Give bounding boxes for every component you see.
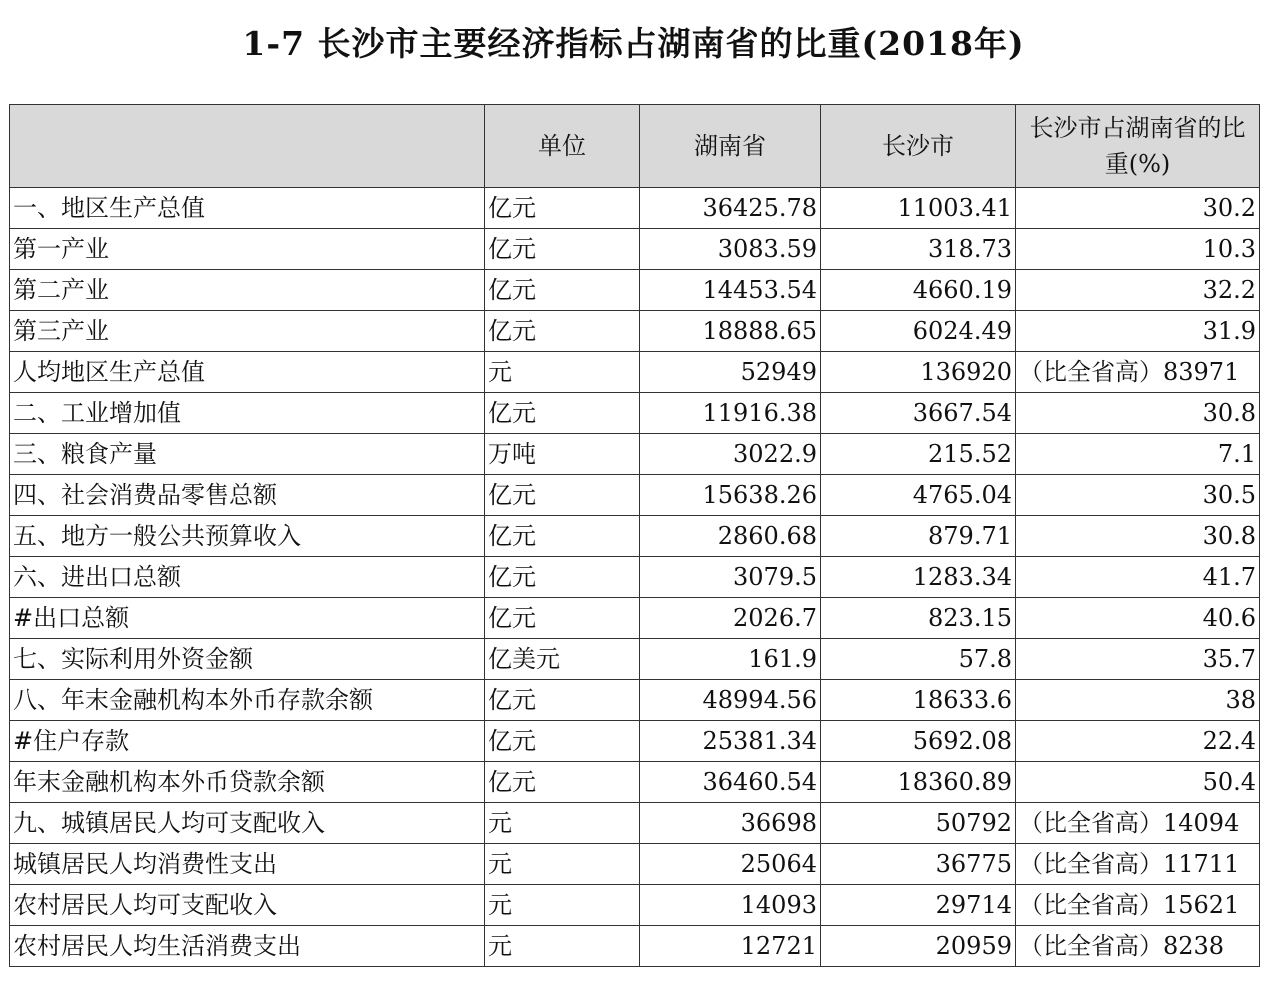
unit-cell: 亿元 (485, 393, 640, 434)
ratio-value: 30.8 (1016, 393, 1260, 434)
changsha-value: 20959 (821, 926, 1016, 967)
unit-cell: 元 (485, 885, 640, 926)
unit-cell: 元 (485, 844, 640, 885)
indicator-name: 四、社会消费品零售总额 (10, 475, 485, 516)
unit-cell: 亿元 (485, 557, 640, 598)
hunan-value: 12721 (640, 926, 821, 967)
indicator-name: 八、年末金融机构本外币存款余额 (10, 680, 485, 721)
changsha-value: 318.73 (821, 229, 1016, 270)
unit-cell: 万吨 (485, 434, 640, 475)
table-row (10, 803, 1260, 844)
hunan-value: 15638.26 (640, 475, 821, 516)
table-row (10, 680, 1260, 721)
changsha-value: 5692.08 (821, 721, 1016, 762)
table-row (10, 516, 1260, 557)
unit-cell: 元 (485, 803, 640, 844)
table-row (10, 598, 1260, 639)
unit-cell: 亿元 (485, 475, 640, 516)
ratio-value: （比全省高）8238 (1016, 926, 1260, 967)
ratio-value: （比全省高）83971 (1016, 352, 1260, 393)
hunan-value: 161.9 (640, 639, 821, 680)
table-row (10, 311, 1260, 352)
changsha-value: 136920 (821, 352, 1016, 393)
hunan-value: 14453.54 (640, 270, 821, 311)
indicator-name: 农村居民人均生活消费支出 (10, 926, 485, 967)
hunan-value: 14093 (640, 885, 821, 926)
indicator-name: #住户存款 (10, 721, 485, 762)
table-row (10, 639, 1260, 680)
header-changsha: 长沙市 (821, 105, 1016, 188)
unit-cell: 亿元 (485, 762, 640, 803)
indicator-name: 五、地方一般公共预算收入 (10, 516, 485, 557)
hunan-value: 2860.68 (640, 516, 821, 557)
indicator-name: 第一产业 (10, 229, 485, 270)
changsha-value: 3667.54 (821, 393, 1016, 434)
ratio-value: 7.1 (1016, 434, 1260, 475)
changsha-value: 4660.19 (821, 270, 1016, 311)
hunan-value: 3083.59 (640, 229, 821, 270)
unit-cell: 亿美元 (485, 639, 640, 680)
header-indicator (10, 105, 485, 188)
table-row (10, 926, 1260, 967)
ratio-value: 30.8 (1016, 516, 1260, 557)
unit-cell: 亿元 (485, 516, 640, 557)
changsha-value: 4765.04 (821, 475, 1016, 516)
indicator-name: 第三产业 (10, 311, 485, 352)
table-body (10, 188, 1260, 967)
unit-cell: 亿元 (485, 680, 640, 721)
table-row (10, 475, 1260, 516)
table-row (10, 721, 1260, 762)
unit-cell: 亿元 (485, 721, 640, 762)
unit-cell: 亿元 (485, 311, 640, 352)
page-title: 1-7 长沙市主要经济指标占湖南省的比重(2018年) (242, 24, 1025, 63)
changsha-value: 29714 (821, 885, 1016, 926)
table-row (10, 352, 1260, 393)
header-unit: 单位 (485, 105, 640, 188)
changsha-value: 823.15 (821, 598, 1016, 639)
changsha-value: 1283.34 (821, 557, 1016, 598)
unit-cell: 亿元 (485, 188, 640, 229)
unit-cell: 亿元 (485, 229, 640, 270)
ratio-value: （比全省高）11711 (1016, 844, 1260, 885)
changsha-value: 879.71 (821, 516, 1016, 557)
ratio-value: 30.2 (1016, 188, 1260, 229)
hunan-value: 18888.65 (640, 311, 821, 352)
hunan-value: 2026.7 (640, 598, 821, 639)
changsha-value: 57.8 (821, 639, 1016, 680)
ratio-value: 30.5 (1016, 475, 1260, 516)
indicator-name: 六、进出口总额 (10, 557, 485, 598)
ratio-value: 32.2 (1016, 270, 1260, 311)
ratio-value: （比全省高）15621 (1016, 885, 1260, 926)
changsha-value: 11003.41 (821, 188, 1016, 229)
hunan-value: 48994.56 (640, 680, 821, 721)
changsha-value: 215.52 (821, 434, 1016, 475)
indicator-name: 一、地区生产总值 (10, 188, 485, 229)
indicator-name: 三、粮食产量 (10, 434, 485, 475)
unit-cell: 亿元 (485, 598, 640, 639)
indicator-name: 年末金融机构本外币贷款余额 (10, 762, 485, 803)
unit-cell: 亿元 (485, 270, 640, 311)
hunan-value: 3022.9 (640, 434, 821, 475)
indicator-name: 二、工业增加值 (10, 393, 485, 434)
indicator-name: 城镇居民人均消费性支出 (10, 844, 485, 885)
table-row (10, 762, 1260, 803)
table-header-row (10, 105, 1260, 188)
ratio-value: （比全省高）14094 (1016, 803, 1260, 844)
indicator-table (9, 104, 1260, 967)
ratio-value: 22.4 (1016, 721, 1260, 762)
hunan-value: 36698 (640, 803, 821, 844)
hunan-value: 3079.5 (640, 557, 821, 598)
table-row (10, 229, 1260, 270)
ratio-value: 38 (1016, 680, 1260, 721)
hunan-value: 36425.78 (640, 188, 821, 229)
hunan-value: 36460.54 (640, 762, 821, 803)
changsha-value: 50792 (821, 803, 1016, 844)
hunan-value: 11916.38 (640, 393, 821, 434)
indicator-name: 人均地区生产总值 (10, 352, 485, 393)
indicator-name: #出口总额 (10, 598, 485, 639)
changsha-value: 18360.89 (821, 762, 1016, 803)
indicator-name: 第二产业 (10, 270, 485, 311)
indicator-name: 七、实际利用外资金额 (10, 639, 485, 680)
changsha-value: 6024.49 (821, 311, 1016, 352)
hunan-value: 25064 (640, 844, 821, 885)
header-hunan: 湖南省 (640, 105, 821, 188)
hunan-value: 25381.34 (640, 721, 821, 762)
changsha-value: 18633.6 (821, 680, 1016, 721)
header-ratio: 长沙市占湖南省的比重(%) (1016, 105, 1260, 188)
ratio-value: 10.3 (1016, 229, 1260, 270)
unit-cell: 元 (485, 352, 640, 393)
indicator-name: 九、城镇居民人均可支配收入 (10, 803, 485, 844)
ratio-value: 41.7 (1016, 557, 1260, 598)
table-row (10, 885, 1260, 926)
ratio-value: 40.6 (1016, 598, 1260, 639)
table-row (10, 393, 1260, 434)
hunan-value: 52949 (640, 352, 821, 393)
table-row (10, 557, 1260, 598)
table-row (10, 270, 1260, 311)
ratio-value: 50.4 (1016, 762, 1260, 803)
changsha-value: 36775 (821, 844, 1016, 885)
table-row (10, 844, 1260, 885)
table-row (10, 434, 1260, 475)
ratio-value: 31.9 (1016, 311, 1260, 352)
unit-cell: 元 (485, 926, 640, 967)
table-row (10, 188, 1260, 229)
indicator-name: 农村居民人均可支配收入 (10, 885, 485, 926)
ratio-value: 35.7 (1016, 639, 1260, 680)
